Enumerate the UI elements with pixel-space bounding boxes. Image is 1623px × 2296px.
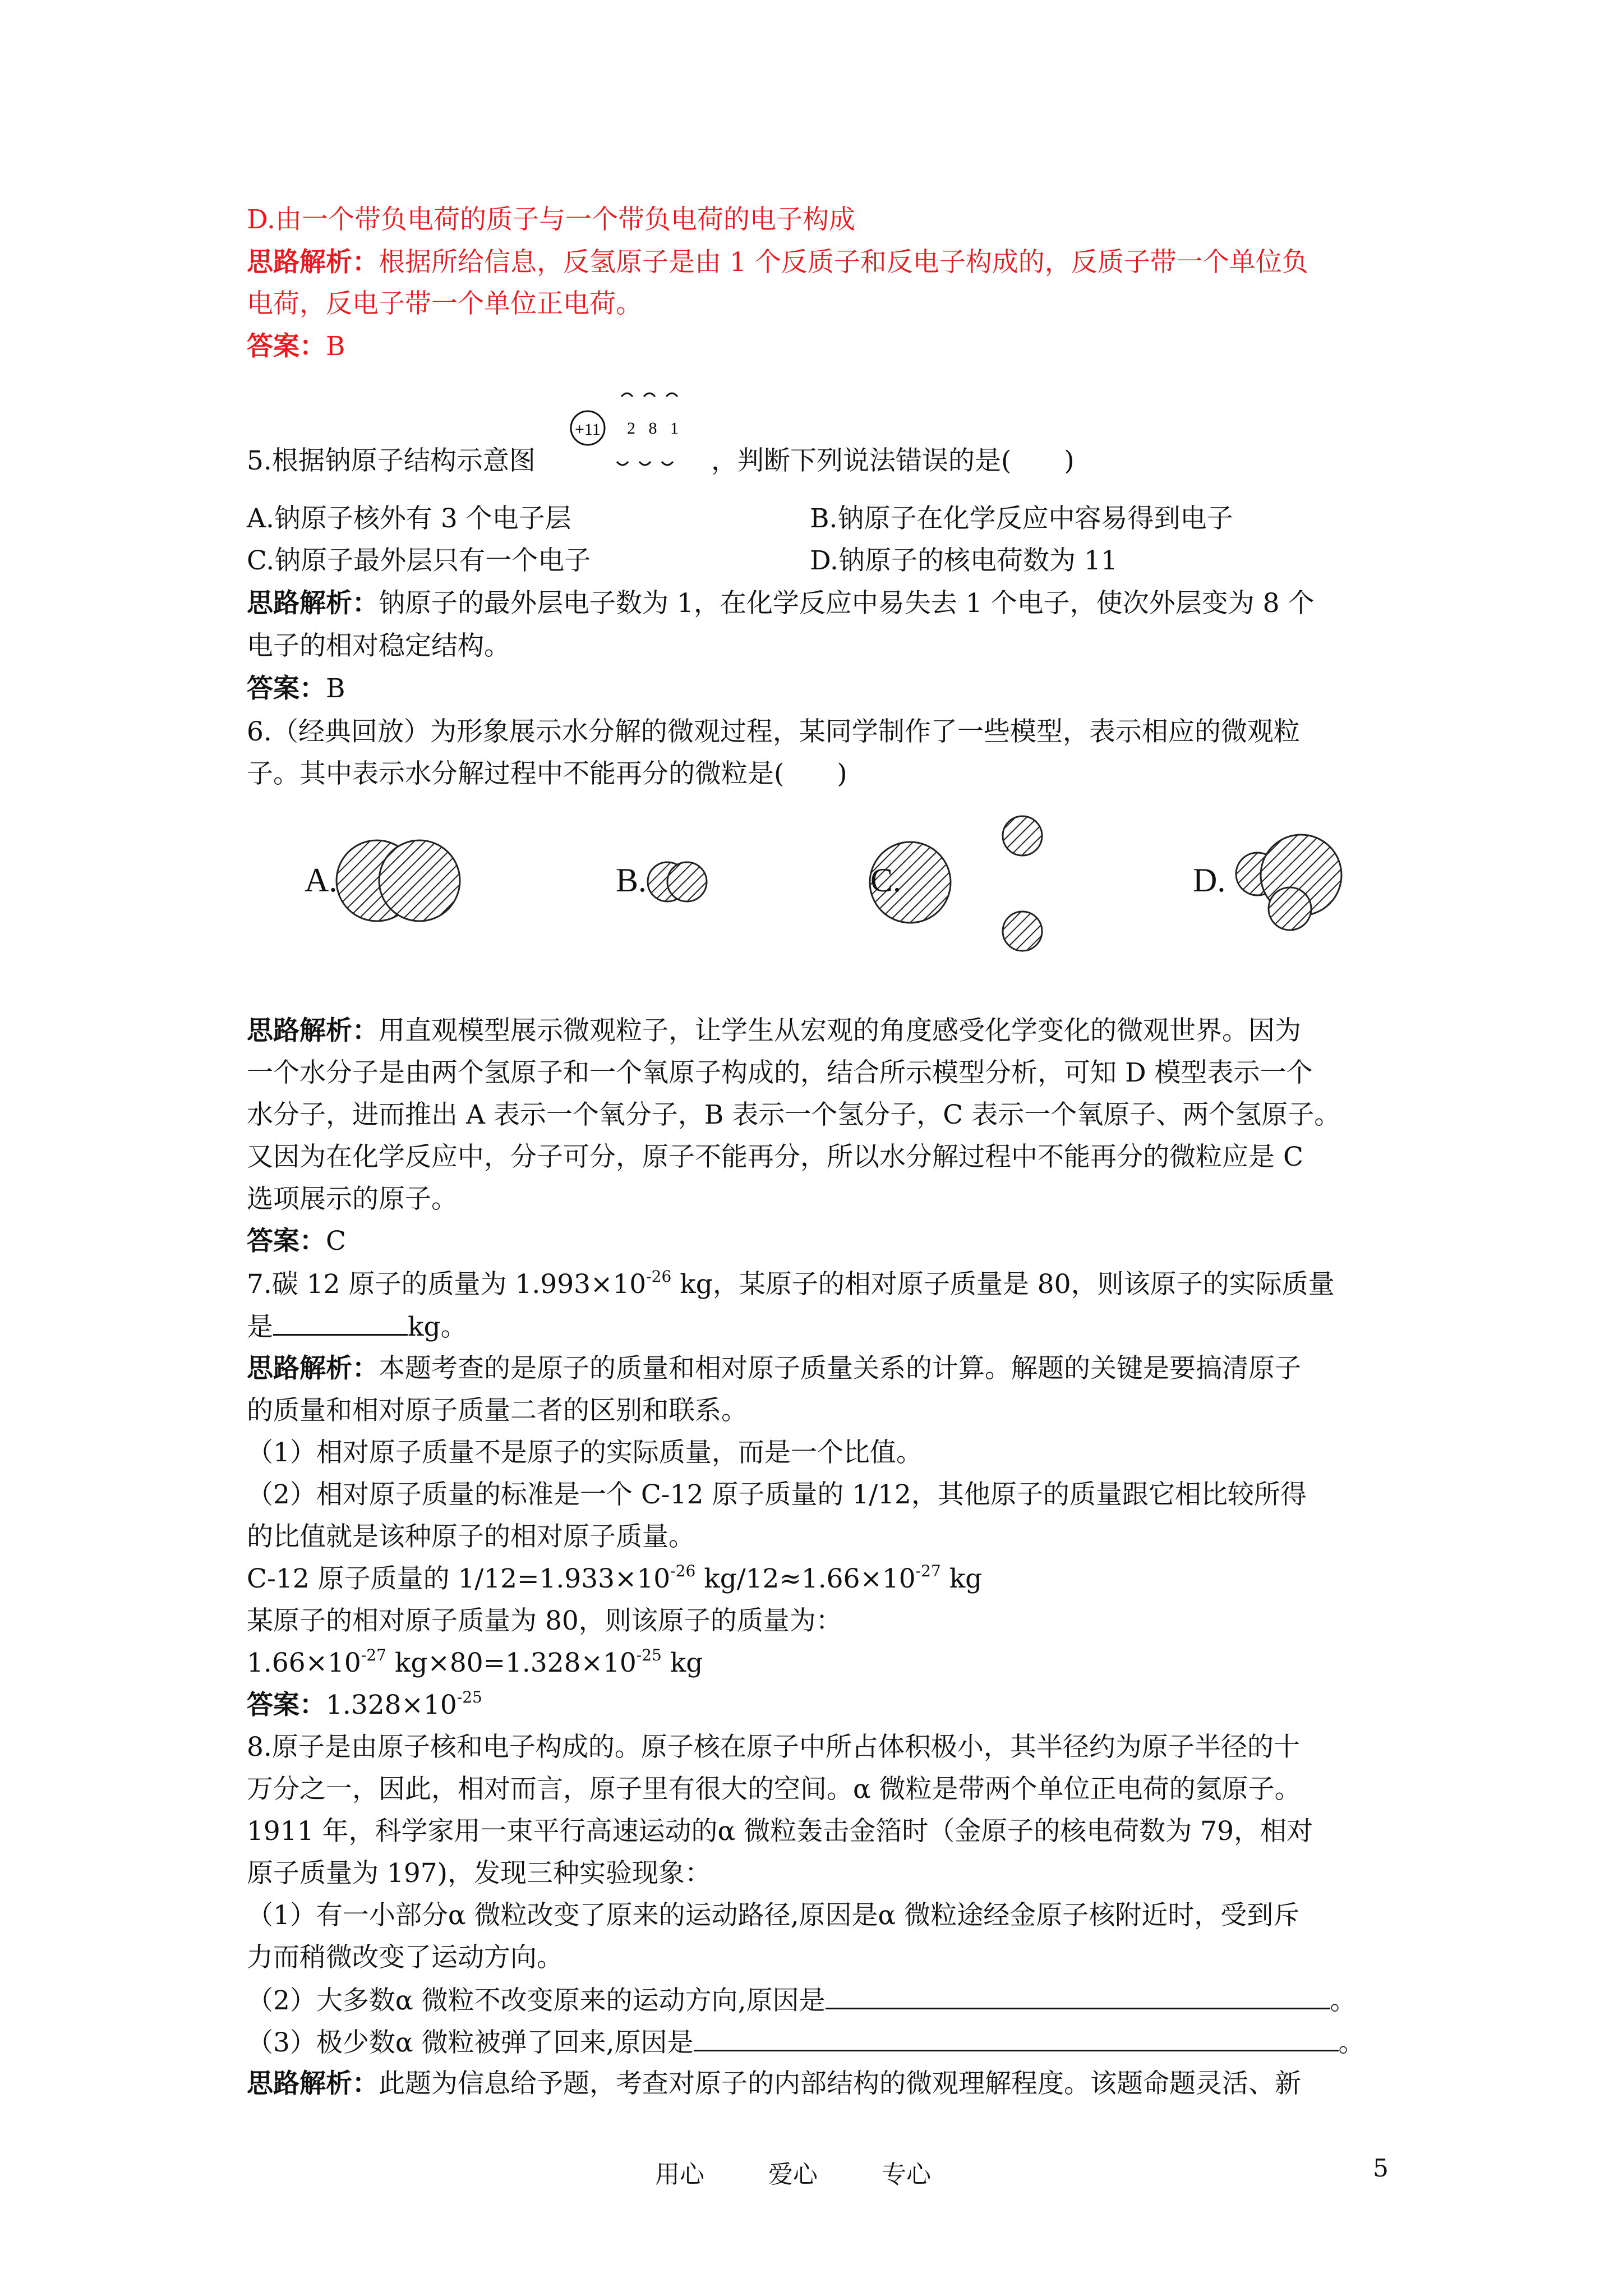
exponent: -27 (915, 1562, 941, 1580)
model-d-label: D. (1193, 862, 1226, 899)
model-b-label: B. (616, 862, 647, 899)
footer-motto-2: 爱心 (768, 2160, 818, 2189)
model-d (1236, 835, 1341, 930)
q5-option-c: C.钠原子最外层只有一个电子 (247, 545, 591, 576)
q4-answer (247, 330, 345, 364)
analysis-label: 思路解析： (247, 2068, 379, 2099)
exponent: -25 (636, 1646, 662, 1664)
model-a-label: A. (305, 862, 338, 899)
analysis-label: 思路解析： (247, 588, 379, 619)
footer-motto-3: 专心 (882, 2160, 931, 2189)
q7-stem-line (247, 1268, 1335, 1305)
analysis-label: 思路解析： (247, 1353, 379, 1384)
q7-stem-line (247, 1309, 467, 1344)
answer-blank[interactable] (273, 1309, 408, 1336)
q8-analysis-line (247, 2067, 1301, 2101)
q7-stem-text: kg，某原子的相对原子质量是 80，则该原子的实际质量 (671, 1269, 1335, 1300)
q6-analysis-line: 水分子，进而推出 A 表示一个氧分子，B 表示一个氢分子，C 表示一个氧原子、两个氢原子。 (247, 1099, 1341, 1130)
calc-text: 1.66×10 (247, 1648, 361, 1678)
calc-text: kg (940, 1563, 983, 1594)
q8-point: 力而稍微改变了运动方向。 (247, 1942, 563, 1973)
q6-analysis-line: 又因为在化学反应中，分子可分，原子不能再分，所以水分解过程中不能再分的微粒应是 C (247, 1142, 1303, 1172)
q8-stem-line: 万分之一，因此，相对而言，原子里有很大的空间。α 微粒是带两个单位正电荷的氦原子。 (247, 1774, 1301, 1805)
q8-period: 。 (1338, 2027, 1365, 2058)
analysis-text: 根据所给信息，反氢原子是由 1 个反质子和反电子构成的，反质子带一个单位负 (379, 247, 1308, 278)
nucleus-charge: +11 (575, 420, 601, 439)
q6-stem-line: 6.（经典回放）为形象展示水分解的微观过程，某同学制作了一些模型，表示相应的微观粒 (247, 716, 1300, 747)
calc-text: kg×80=1.328×10 (386, 1648, 637, 1678)
answer-label: 答案： (247, 673, 326, 704)
analysis-text: 用直观模型展示微观粒子，让学生从宏观的角度感受化学变化的微观世界。因为 (379, 1015, 1301, 1046)
model-a (336, 840, 460, 921)
q7-point: （1）相对原子质量不是原子的实际质量，而是一个比值。 (247, 1437, 923, 1468)
q8-point-text: （3）极少数α 微粒被弹了回来,原因是 (247, 2027, 694, 2058)
q7-analysis-line (247, 1352, 1301, 1386)
sodium-atom-diagram (565, 384, 717, 480)
q7-analysis-line: 的质量和相对原子质量二者的区别和联系。 (247, 1395, 748, 1426)
q5-answer (247, 672, 345, 706)
q5-stem-start: 5.根据钠原子结构示意图 (247, 445, 536, 476)
page-number: 5 (1373, 2154, 1389, 2183)
q7-calc-line (247, 1646, 703, 1683)
q6-analysis-line: 一个水分子是由两个氢原子和一个氧原子构成的，结合所示模型分析，可知 D 模型表示一个 (247, 1057, 1313, 1088)
analysis-label: 思路解析： (247, 1015, 379, 1046)
electron-shells: 2 8 1 (627, 419, 683, 438)
answer-label: 答案： (247, 1226, 326, 1257)
q8-point-text: （2）大多数α 微粒不改变原来的运动方向,原因是 (247, 1985, 826, 2016)
q5-option-b: B.钠原子在化学反应中容易得到电子 (810, 503, 1233, 534)
q8-point: （1）有一小部分α 微粒改变了原来的运动路径,原因是α 微粒途经金原子核附近时，受到斥 (247, 1900, 1300, 1931)
answer-label: 答案： (247, 1690, 326, 1720)
q8-stem-line: 8.原子是由原子核和电子构成的。原子核在原子中所占体积极小，其半径约为原子半径的十 (247, 1732, 1300, 1763)
q7-point: （2）相对原子质量的标准是一个 C-12 原子质量的 1/12，其他原子的质量跟它相比较所得 (247, 1479, 1307, 1510)
exponent: -26 (646, 1267, 672, 1286)
answer-value: 1.328×10 (326, 1690, 457, 1720)
exponent: -25 (457, 1688, 482, 1706)
q5-option-d: D.钠原子的核电荷数为 11 (810, 545, 1118, 576)
q5-option-a: A.钠原子核外有 3 个电子层 (247, 503, 571, 534)
model-c-label: C. (870, 862, 902, 899)
molecule-models (280, 797, 1402, 965)
exponent: -27 (361, 1646, 386, 1664)
q5-analysis-line: 电子的相对稳定结构。 (247, 631, 510, 661)
analysis-text: 此题为信息给予题，考查对原子的内部结构的微观理解程度。该题命题灵活、新 (379, 2068, 1301, 2099)
q6-answer (247, 1225, 346, 1258)
analysis-label: 思路解析： (247, 247, 379, 278)
q7-stem-text: kg。 (408, 1312, 467, 1342)
q8-stem-line: 原子质量为 197)，发现三种实验现象： (247, 1858, 711, 1889)
analysis-text: 钠原子的最外层电子数为 1，在化学反应中易失去 1 个电子，使次外层变为 8 个 (379, 588, 1315, 619)
analysis-text: 本题考查的是原子的质量和相对原子质量关系的计算。解题的关键是要搞清原子 (379, 1353, 1301, 1384)
q7-point: 的比值就是该种原子的相对原子质量。 (247, 1521, 695, 1552)
q4-analysis-line: 电荷，反电子带一个单位正电荷。 (247, 288, 642, 319)
answer-blank[interactable] (694, 2025, 1339, 2051)
exponent: -26 (670, 1562, 696, 1580)
q7-stem-text: 是 (247, 1312, 273, 1342)
q7-calc-line (247, 1562, 982, 1599)
answer-label: 答案： (247, 331, 326, 362)
calc-text: kg/12≈1.66×10 (695, 1563, 916, 1594)
q8-stem-line: 1911 年，科学家用一束平行高速运动的α 微粒轰击金箔时（金原子的核电荷数为 79，相对 (247, 1816, 1313, 1847)
q6-analysis-line (247, 1014, 1301, 1048)
q6-analysis-line: 选项展示的原子。 (247, 1184, 458, 1214)
model-b (648, 862, 707, 901)
q5-stem-end: ，判断下列说法错误的是( ) (711, 445, 1075, 476)
answer-value: B (326, 673, 345, 704)
q7-answer (247, 1688, 482, 1726)
q4-option-d: D.由一个带负电荷的质子与一个带负电荷的电子构成 (247, 204, 855, 235)
footer-motto-1: 用心 (655, 2160, 704, 2189)
calc-text: C-12 原子质量的 1/12=1.933×10 (247, 1563, 671, 1594)
q6-stem-line: 子。其中表示水分解过程中不能再分的微粒是( ) (247, 758, 847, 789)
q7-stem-text: 7.碳 12 原子的质量为 1.993×10 (247, 1269, 647, 1300)
answer-blank[interactable] (826, 1983, 1330, 2009)
answer-value: C (326, 1226, 346, 1257)
q5-analysis-line (247, 587, 1314, 620)
q8-period: 。 (1330, 1985, 1357, 2016)
answer-value: B (326, 331, 345, 362)
q7-calc-line: 某原子的相对原子质量为 80，则该原子的质量为： (247, 1605, 842, 1636)
q8-point (247, 2025, 1365, 2060)
q4-analysis-line (247, 246, 1308, 279)
q8-point (247, 1983, 1357, 2018)
calc-text: kg (661, 1648, 703, 1678)
